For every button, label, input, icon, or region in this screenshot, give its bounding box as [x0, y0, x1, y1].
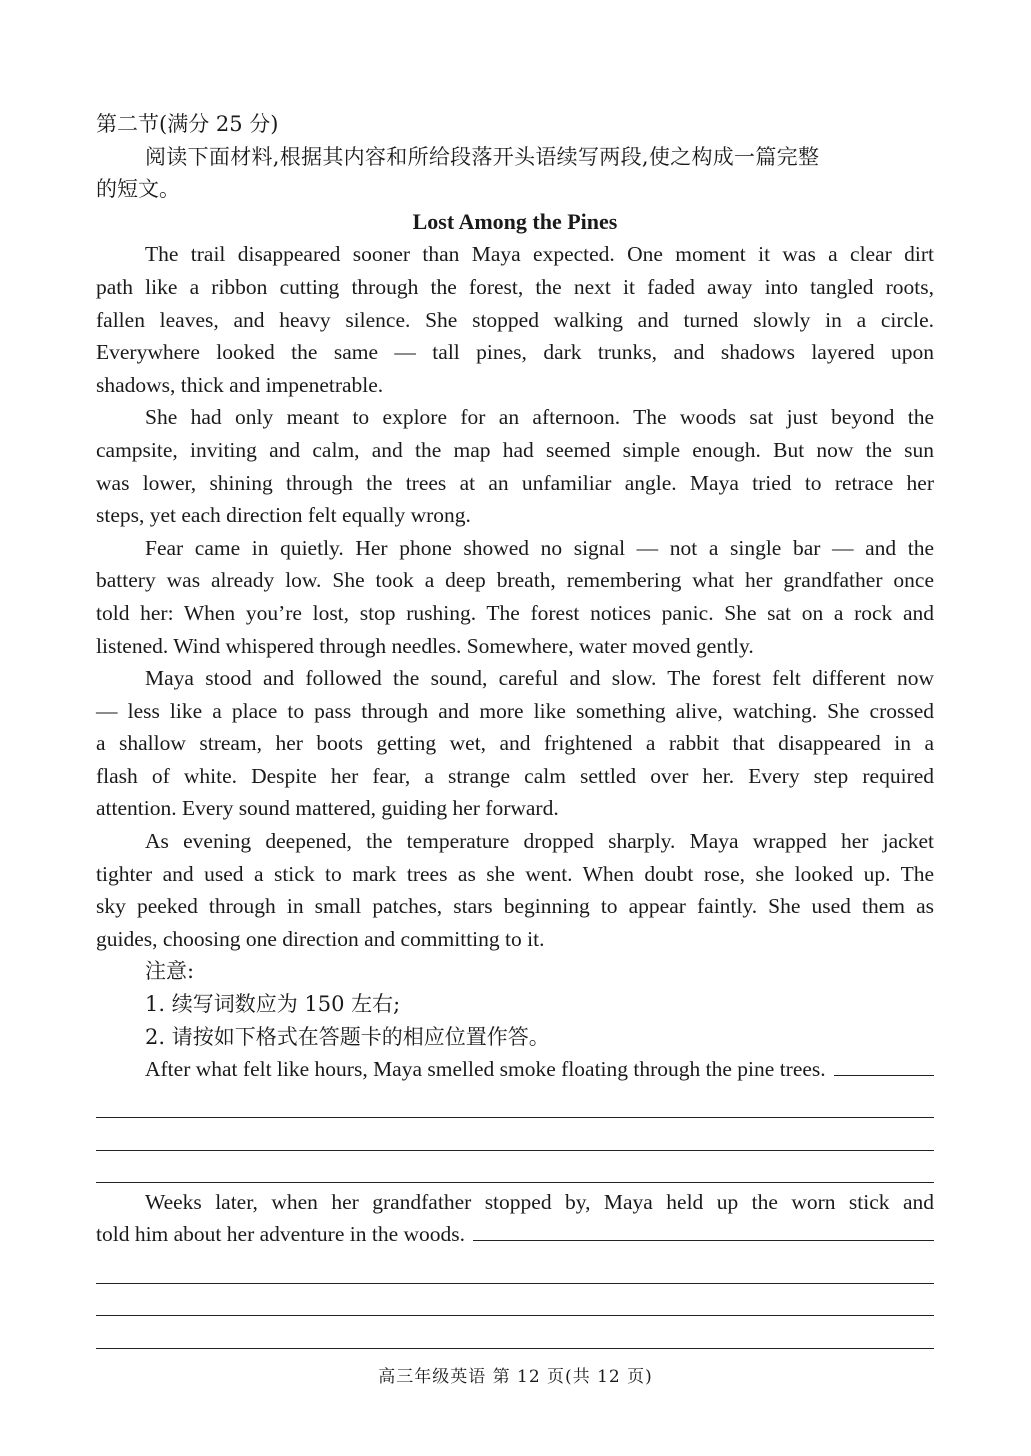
story-line: attention. Every sound mattered, guiding her forward. — [96, 796, 559, 821]
notes-label: 注意: — [145, 959, 195, 984]
notes-item-2: 2. 请按如下格式在答题卡的相应位置作答。 — [145, 1024, 550, 1049]
story-line: As evening deepened, the temperature dropped sharply. Maya wrapped her jacket — [145, 829, 934, 854]
story-line: campsite, inviting and calm, and the map had seemed simple enough. But now the sun — [96, 437, 934, 462]
story-line: fallen leaves, and heavy silence. She stopped walking and turned slowly in a circle. — [96, 307, 934, 332]
continuation-paragraph-2 — [96, 1186, 934, 1251]
answer-blank-inline-2[interactable] — [473, 1218, 934, 1241]
answer-line[interactable] — [96, 1151, 934, 1183]
answer-area-1[interactable] — [96, 1086, 934, 1183]
story-line: battery was already low. She took a deep breath, remembering what her grandfather once — [96, 568, 934, 593]
notes-item-1: 1. 续写词数应为 150 左右; — [145, 992, 401, 1017]
page-footer: 高三年级英语 第 12 页(共 12 页) — [378, 1367, 653, 1387]
story-line: tighter and used a stick to mark trees as she went. When doubt rose, she looked up. The — [96, 861, 934, 886]
story-body — [96, 238, 934, 955]
story-paragraph — [96, 238, 934, 401]
story-paragraph — [96, 532, 934, 662]
instruction-line-2: 的短文。 — [96, 177, 180, 202]
answer-line[interactable] — [96, 1251, 934, 1284]
continuation-1-start: After what felt like hours, Maya smelled smoke floating through the pine trees. — [145, 1057, 826, 1082]
answer-line[interactable] — [96, 1086, 934, 1119]
answer-line[interactable] — [96, 1316, 934, 1349]
story-paragraph — [96, 662, 934, 825]
story-line: Everywhere looked the same — tall pines, dark trunks, and shadows layered upon — [96, 340, 934, 365]
continuation-paragraph-1 — [96, 1053, 934, 1086]
story-line: shadows, thick and impenetrable. — [96, 372, 384, 397]
answer-line[interactable] — [96, 1118, 934, 1151]
story-line: a shallow stream, her boots getting wet, and frightened a rabbit that disappeared in a — [96, 731, 934, 756]
story-line: told her: When you’re lost, stop rushing. The forest notices panic. She sat on a rock and — [96, 600, 934, 625]
section-heading: 第二节(满分 25 分) — [96, 112, 279, 136]
story-line: listened. Wind whispered through needles. Somewhere, water moved gently. — [96, 633, 754, 658]
continuation-2-line-1: Weeks later, when her grandfather stopped by, Maya held up the worn stick and — [145, 1189, 934, 1214]
story-line: was lower, shining through the trees at an unfamiliar angle. Maya tried to retrace her — [96, 470, 934, 495]
story-line: Maya stood and followed the sound, careful and slow. The forest felt different now — [145, 666, 934, 691]
story-line: Fear came in quietly. Her phone showed no signal — not a single bar — and the — [145, 535, 934, 560]
story-line: The trail disappeared sooner than Maya expected. One moment it was a clear dirt — [145, 242, 934, 267]
answer-blank-inline-1[interactable] — [834, 1053, 934, 1076]
instruction-line-1: 阅读下面材料,根据其内容和所给段落开头语续写两段,使之构成一篇完整 — [145, 144, 820, 169]
story-line: sky peeked through in small patches, stars beginning to appear faintly. She used them as — [96, 894, 934, 919]
answer-line[interactable] — [96, 1284, 934, 1317]
story-paragraph — [96, 825, 934, 955]
story-line: path like a ribbon cutting through the forest, the next it faded away into tangled roots, — [96, 274, 934, 299]
continuation-2-line-2: told him about her adventure in the woods. — [96, 1222, 466, 1247]
story-line: steps, yet each direction felt equally wrong. — [96, 503, 471, 528]
story-line: She had only meant to explore for an afternoon. The woods sat just beyond the — [145, 405, 934, 430]
story-title: Lost Among the Pines — [412, 208, 618, 234]
continuation-2-line-2-row — [96, 1218, 934, 1251]
answer-area-2[interactable] — [96, 1251, 934, 1349]
story-line: flash of white. Despite her fear, a strange calm settled over her. Every step required — [96, 763, 934, 788]
exam-page — [96, 108, 934, 1349]
story-line: guides, choosing one direction and committing to it. — [96, 926, 545, 951]
story-line: — less like a place to pass through and more like something alive, watching. She crossed — [96, 698, 934, 723]
story-paragraph — [96, 401, 934, 531]
continuation-1-line — [96, 1053, 934, 1086]
